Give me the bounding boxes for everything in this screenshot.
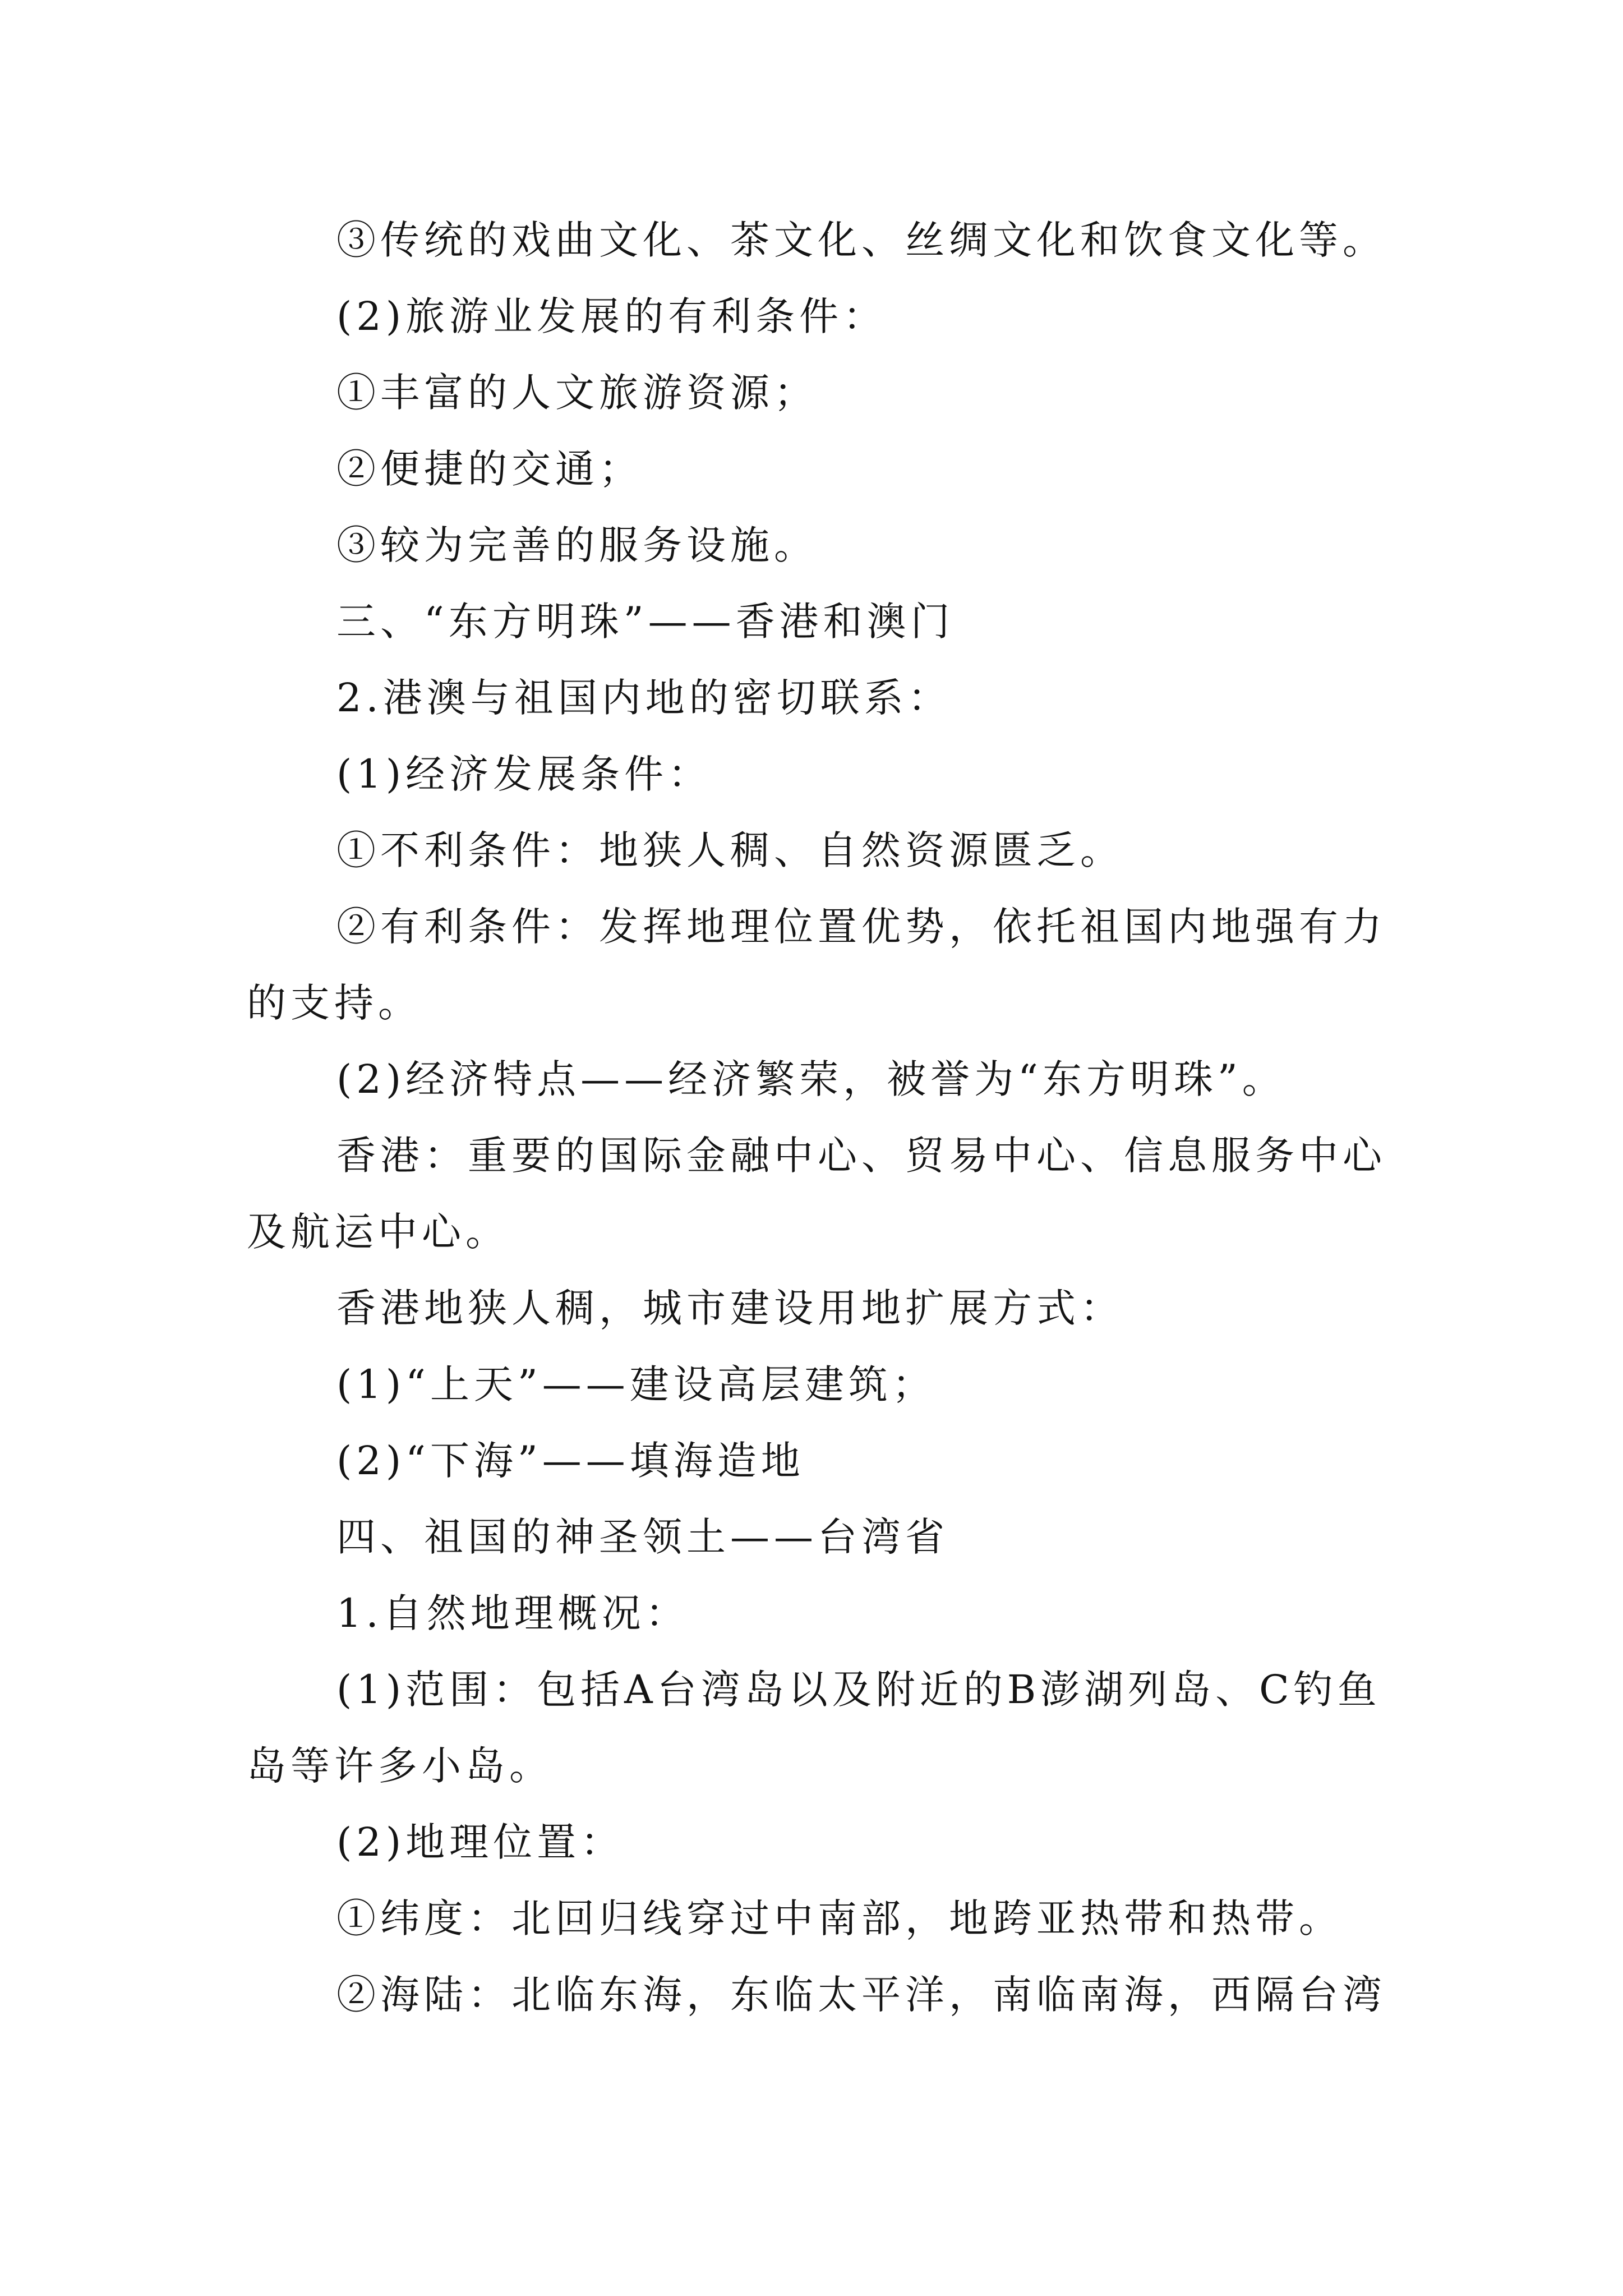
paragraph-14: (1)“上天”——建设高层建筑； [336,1361,936,1407]
paragraph-15: (2)“下海”——填海造地 [336,1438,805,1484]
paragraph-18: (1)范围：包括A台湾岛以及附近的B澎湖列岛、C钓鱼岛等许多小岛。 [247,1667,1381,1789]
paragraph-17: 1.自然地理概况： [336,1590,689,1636]
paragraph-7: 2.港澳与祖国内地的密切联系： [336,675,952,721]
section-heading-3: 三、“东方明珠”——香港和澳门 [336,599,955,645]
paragraph-5: ③较为完善的服务设施。 [336,522,818,568]
paragraph-2: (2)旅游业发展的有利条件： [336,293,887,339]
paragraph-11: (2)经济特点——经济繁荣，被誉为“东方明珠”。 [336,1056,1286,1102]
paragraph-1: ③传统的戏曲文化、茶文化、丝绸文化和饮食文化等。 [336,217,1386,263]
paragraph-3: ①丰富的人文旅游资源； [336,370,818,416]
paragraph-8: (1)经济发展条件： [336,751,712,797]
paragraph-12: 香港：重要的国际金融中心、贸易中心、信息服务中心及航运中心。 [247,1133,1386,1255]
paragraph-4: ②便捷的交通； [336,446,643,492]
paragraph-20: ①纬度：北回归线穿过中南部，地跨亚热带和热带。 [336,1895,1343,1941]
paragraph-19: (2)地理位置： [336,1819,625,1865]
section-heading-4: 四、祖国的神圣领土——台湾省 [336,1514,949,1560]
paragraph-13: 香港地狭人稠，城市建设用地扩展方式： [336,1285,1124,1331]
paragraph-10: ②有利条件：发挥地理位置优势，依托祖国内地强有力的支持。 [247,904,1386,1026]
paragraph-9: ①不利条件：地狭人稠、自然资源匮乏。 [336,827,1124,873]
document-body [247,202,1391,2033]
paragraph-21: ②海陆：北临东海，东临太平洋，南临南海，西隔台湾 [336,1972,1386,2018]
